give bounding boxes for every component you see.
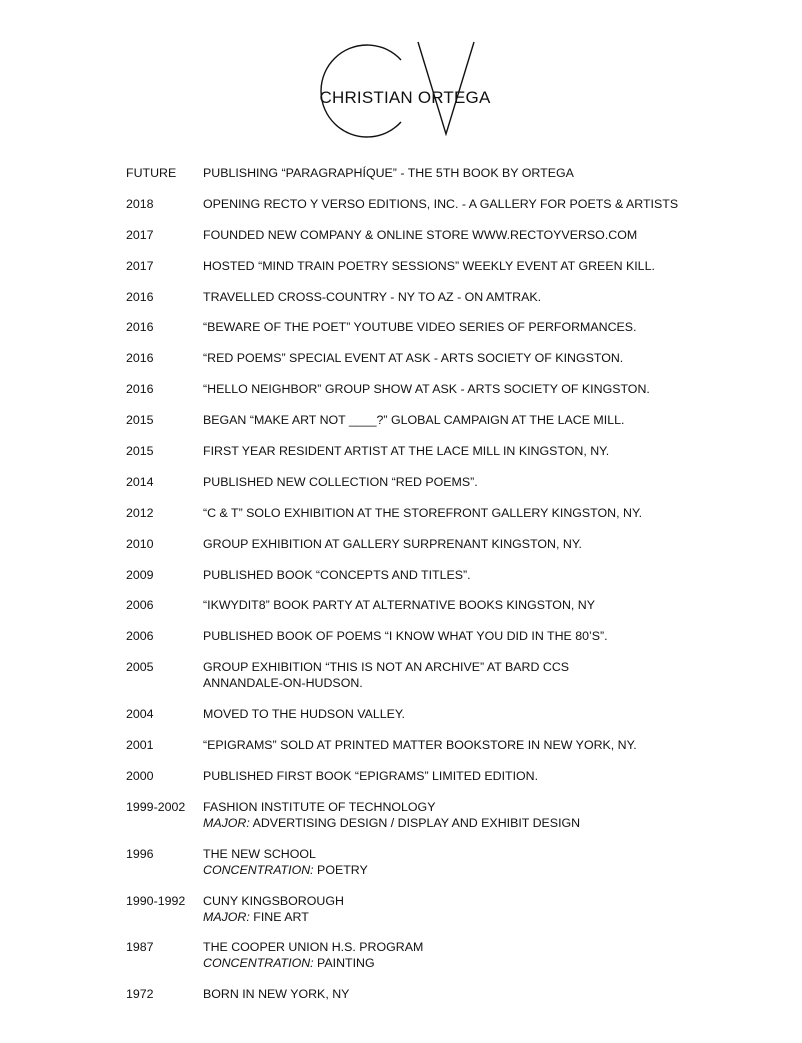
entry-year: 1987 (126, 940, 154, 955)
field-label: CONCENTRATION: (203, 862, 314, 877)
timeline-entry (126, 381, 746, 397)
entry-year: 2001 (126, 738, 154, 753)
entry-text: “RED POEMS” SPECIAL EVENT AT ASK - ARTS SOCIETY OF KINGSTON. (203, 351, 624, 366)
timeline-entry (126, 737, 746, 753)
entry-year: 2016 (126, 351, 154, 366)
entry-year: 2018 (126, 196, 154, 211)
timeline-entry (126, 597, 746, 613)
institution-name: CUNY KINGSBOROUGH (203, 893, 344, 908)
timeline-entry (126, 289, 746, 305)
entry-year: 2012 (126, 505, 154, 520)
timeline-entry (126, 628, 746, 644)
entry-text: GROUP EXHIBITION “THIS IS NOT AN ARCHIVE” AT BARD CCS (203, 660, 570, 675)
timeline-entry (126, 706, 746, 722)
entry-year: FUTURE (126, 166, 177, 180)
entry-text: GROUP EXHIBITION AT GALLERY SURPRENANT KINGSTON, NY. (203, 536, 582, 551)
entry-text: “C & T” SOLO EXHIBITION AT THE STOREFRONT GALLERY KINGSTON, NY. (203, 505, 643, 520)
entry-year: 2000 (126, 768, 154, 783)
cv-timeline (126, 165, 746, 1017)
entry-text: PUBLISHED BOOK “CONCEPTS AND TITLES”. (203, 567, 471, 582)
entry-text: FIRST YEAR RESIDENT ARTIST AT THE LACE MILL IN KINGSTON, NY. (203, 444, 610, 459)
entry-year: 2005 (126, 660, 154, 675)
entry-year: 2014 (126, 474, 154, 489)
education-entry (126, 799, 746, 831)
institution-name: THE COOPER UNION H.S. PROGRAM (203, 940, 424, 955)
institution-name: FASHION INSTITUTE OF TECHNOLOGY (203, 799, 436, 814)
entry-text-continued: ANNANDALE-ON-HUDSON. (203, 676, 363, 691)
entry-text: “EPIGRAMS” SOLD AT PRINTED MATTER BOOKSTORE IN NEW YORK, NY. (203, 738, 637, 753)
timeline-entry (126, 567, 746, 583)
timeline-entry (126, 659, 746, 691)
timeline-entry (126, 768, 746, 784)
education-entry (126, 939, 746, 971)
timeline-entry (126, 536, 746, 552)
entry-year: 2016 (126, 289, 154, 304)
entry-text: MOVED TO THE HUDSON VALLEY. (203, 707, 405, 722)
entry-text: PUBLISHED FIRST BOOK “EPIGRAMS” LIMITED EDITION. (203, 768, 539, 783)
entry-year: 2015 (126, 444, 154, 459)
institution-name: THE NEW SCHOOL (203, 846, 316, 861)
timeline-entry (126, 258, 746, 274)
artist-name: CHRISTIAN ORTEGA (319, 88, 491, 107)
entry-text: FOUNDED NEW COMPANY & ONLINE STORE WWW.RECTOYVERSO.COM (203, 227, 638, 242)
entry-year: 2017 (126, 227, 154, 242)
entry-text: BORN IN NEW YORK, NY (203, 987, 350, 1002)
entry-year: 2004 (126, 707, 154, 722)
timeline-entry (126, 319, 746, 335)
entry-text: PUBLISHED BOOK OF POEMS “I KNOW WHAT YOU DID IN THE 80’S”. (203, 629, 608, 644)
timeline-entry (126, 196, 746, 212)
field-detail: FINE ART (249, 909, 309, 924)
timeline-entry (126, 165, 746, 181)
entry-year: 1999-2002 (126, 799, 186, 814)
timeline-entry (126, 443, 746, 459)
entry-text: OPENING RECTO Y VERSO EDITIONS, INC. - A GALLERY FOR POETS & ARTISTS (203, 196, 679, 211)
field-label: CONCENTRATION: (203, 956, 314, 971)
field-label: MAJOR: (203, 909, 250, 924)
entry-year: 2006 (126, 629, 154, 644)
entry-year: 1996 (126, 846, 154, 861)
timeline-entry (126, 986, 746, 1002)
entry-text: “IKWYDIT8” BOOK PARTY AT ALTERNATIVE BOOKS KINGSTON, NY (203, 598, 595, 613)
entry-year: 1990-1992 (126, 893, 186, 908)
entry-year: 2016 (126, 320, 154, 335)
timeline-entry (126, 350, 746, 366)
entry-year: 2006 (126, 598, 154, 613)
entry-year: 2009 (126, 567, 154, 582)
education-entry (126, 846, 746, 878)
entry-text: PUBLISHED NEW COLLECTION “RED POEMS”. (203, 474, 478, 489)
timeline-entry (126, 412, 746, 428)
entry-text: PUBLISHING “PARAGRAPHÍQUE” - THE 5TH BOOK BY ORTEGA (203, 166, 574, 180)
timeline-entry (126, 505, 746, 521)
entry-text: TRAVELLED CROSS-COUNTRY - NY TO AZ - ON AMTRAK. (203, 289, 542, 304)
field-detail: PAINTING (313, 956, 375, 971)
entry-year: 2015 (126, 413, 154, 428)
entry-year: 2010 (126, 536, 154, 551)
entry-year: 2016 (126, 382, 154, 397)
education-entry (126, 893, 746, 925)
cv-logo (300, 38, 500, 138)
entry-text: “BEWARE OF THE POET” YOUTUBE VIDEO SERIES OF PERFORMANCES. (203, 320, 637, 335)
entry-text: BEGAN “MAKE ART NOT ____?” GLOBAL CAMPAIGN AT THE LACE MILL. (203, 413, 625, 428)
timeline-entry (126, 474, 746, 490)
entry-year: 1972 (126, 987, 154, 1002)
entry-text: “HELLO NEIGHBOR” GROUP SHOW AT ASK - ARTS SOCIETY OF KINGSTON. (203, 382, 650, 397)
field-detail: ADVERTISING DESIGN / DISPLAY AND EXHIBIT DESIGN (249, 815, 581, 830)
entry-text: HOSTED “MIND TRAIN POETRY SESSIONS” WEEKLY EVENT AT GREEN KILL. (203, 258, 655, 273)
field-label: MAJOR: (203, 815, 250, 830)
field-detail: POETRY (313, 862, 368, 877)
timeline-entry (126, 227, 746, 243)
entry-year: 2017 (126, 258, 154, 273)
